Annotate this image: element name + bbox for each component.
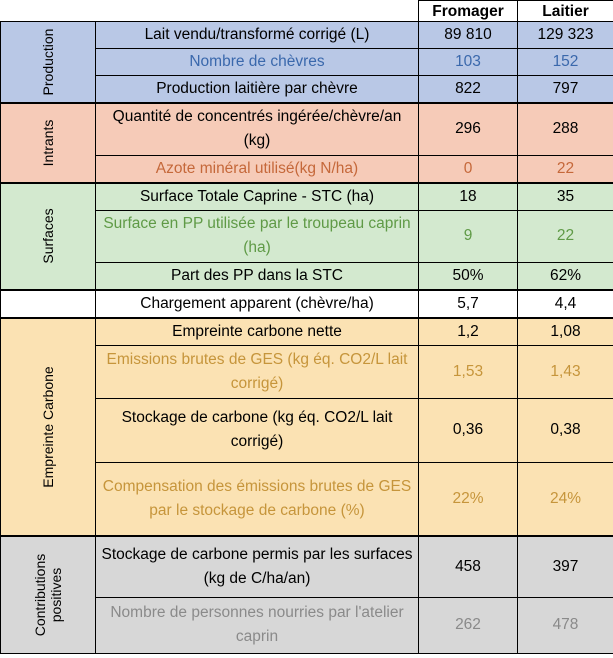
table-row [1, 22, 613, 49]
value-fromager: 9 [419, 210, 518, 262]
row-label: Emissions brutes de GES (kg éq. CO2/L lait corrigé) [96, 345, 419, 398]
row-label: Production laitière par chèvre [96, 76, 419, 104]
row-label: Part des PP dans la STC [96, 262, 419, 290]
section-label-contributions: Contributions positives [32, 553, 64, 636]
value-fromager: 1,2 [419, 318, 518, 346]
section-production [1, 22, 96, 104]
value-fromager: 458 [419, 536, 518, 597]
row-label: Quantité de concentrés ingérée/chèvre/an (kg) [96, 103, 419, 155]
value-fromager: 50% [419, 262, 518, 290]
value-laitier: 62% [518, 262, 613, 290]
table-row [1, 318, 613, 346]
row-label: Surface Totale Caprine - STC (ha) [96, 183, 419, 211]
value-laitier: 129 323 [518, 22, 613, 49]
section-label-intrants: Intrants [40, 119, 56, 167]
value-fromager: 5,7 [419, 290, 518, 318]
table-row [1, 183, 613, 211]
value-fromager: 18 [419, 183, 518, 211]
value-fromager: 89 810 [419, 22, 518, 49]
value-fromager: 296 [419, 103, 518, 155]
section-empreinte [1, 318, 96, 537]
column-header-fromager: Fromager [419, 1, 518, 22]
value-laitier: 1,43 [518, 345, 613, 398]
column-header-laitier: Laitier [518, 1, 613, 22]
value-laitier: 0,38 [518, 398, 613, 462]
value-laitier: 478 [518, 597, 613, 653]
row-label: Stockage de carbone permis par les surfaces (kg de C/ha/an) [96, 536, 419, 597]
header-row [1, 1, 613, 22]
section-contributions [1, 536, 96, 653]
row-label: Lait vendu/transformé corrigé (L) [96, 22, 419, 49]
value-laitier: 797 [518, 76, 613, 104]
header-empty-cell [96, 1, 419, 22]
row-label: Nombre de personnes nourries par l'atelier caprin [96, 597, 419, 653]
value-fromager: 22% [419, 462, 518, 536]
value-laitier: 397 [518, 536, 613, 597]
row-label: Surface en PP utilisée par le troupeau caprin (ha) [96, 210, 419, 262]
row-label: Chargement apparent (chèvre/ha) [96, 290, 419, 318]
value-laitier: 24% [518, 462, 613, 536]
value-laitier: 4,4 [518, 290, 613, 318]
value-fromager: 0 [419, 155, 518, 183]
value-laitier: 22 [518, 155, 613, 183]
row-label: Stockage de carbone (kg éq. CO2/L lait corrigé) [96, 398, 419, 462]
section-label-empreinte: Empreinte Carbone [40, 366, 56, 488]
table-row [1, 290, 613, 318]
section-surfaces [1, 183, 96, 290]
value-fromager: 0,36 [419, 398, 518, 462]
value-laitier: 152 [518, 49, 613, 76]
value-laitier: 288 [518, 103, 613, 155]
row-label: Empreinte carbone nette [96, 318, 419, 346]
value-laitier: 22 [518, 210, 613, 262]
section-label-surfaces: Surfaces [40, 208, 56, 264]
header-empty-cell [1, 1, 96, 22]
row-label: Azote minéral utilisé(kg N/ha) [96, 155, 419, 183]
value-fromager: 262 [419, 597, 518, 653]
section-label-production: Production [40, 28, 56, 96]
value-fromager: 822 [419, 76, 518, 104]
value-fromager: 103 [419, 49, 518, 76]
row-label: Compensation des émissions brutes de GES par le stockage de carbone (%) [96, 462, 419, 536]
section-intrants [1, 103, 96, 183]
value-laitier: 35 [518, 183, 613, 211]
section-empty [1, 290, 96, 318]
row-label: Nombre de chèvres [96, 49, 419, 76]
table-row [1, 536, 613, 597]
value-laitier: 1,08 [518, 318, 613, 346]
table-row [1, 103, 613, 155]
value-fromager: 1,53 [419, 345, 518, 398]
